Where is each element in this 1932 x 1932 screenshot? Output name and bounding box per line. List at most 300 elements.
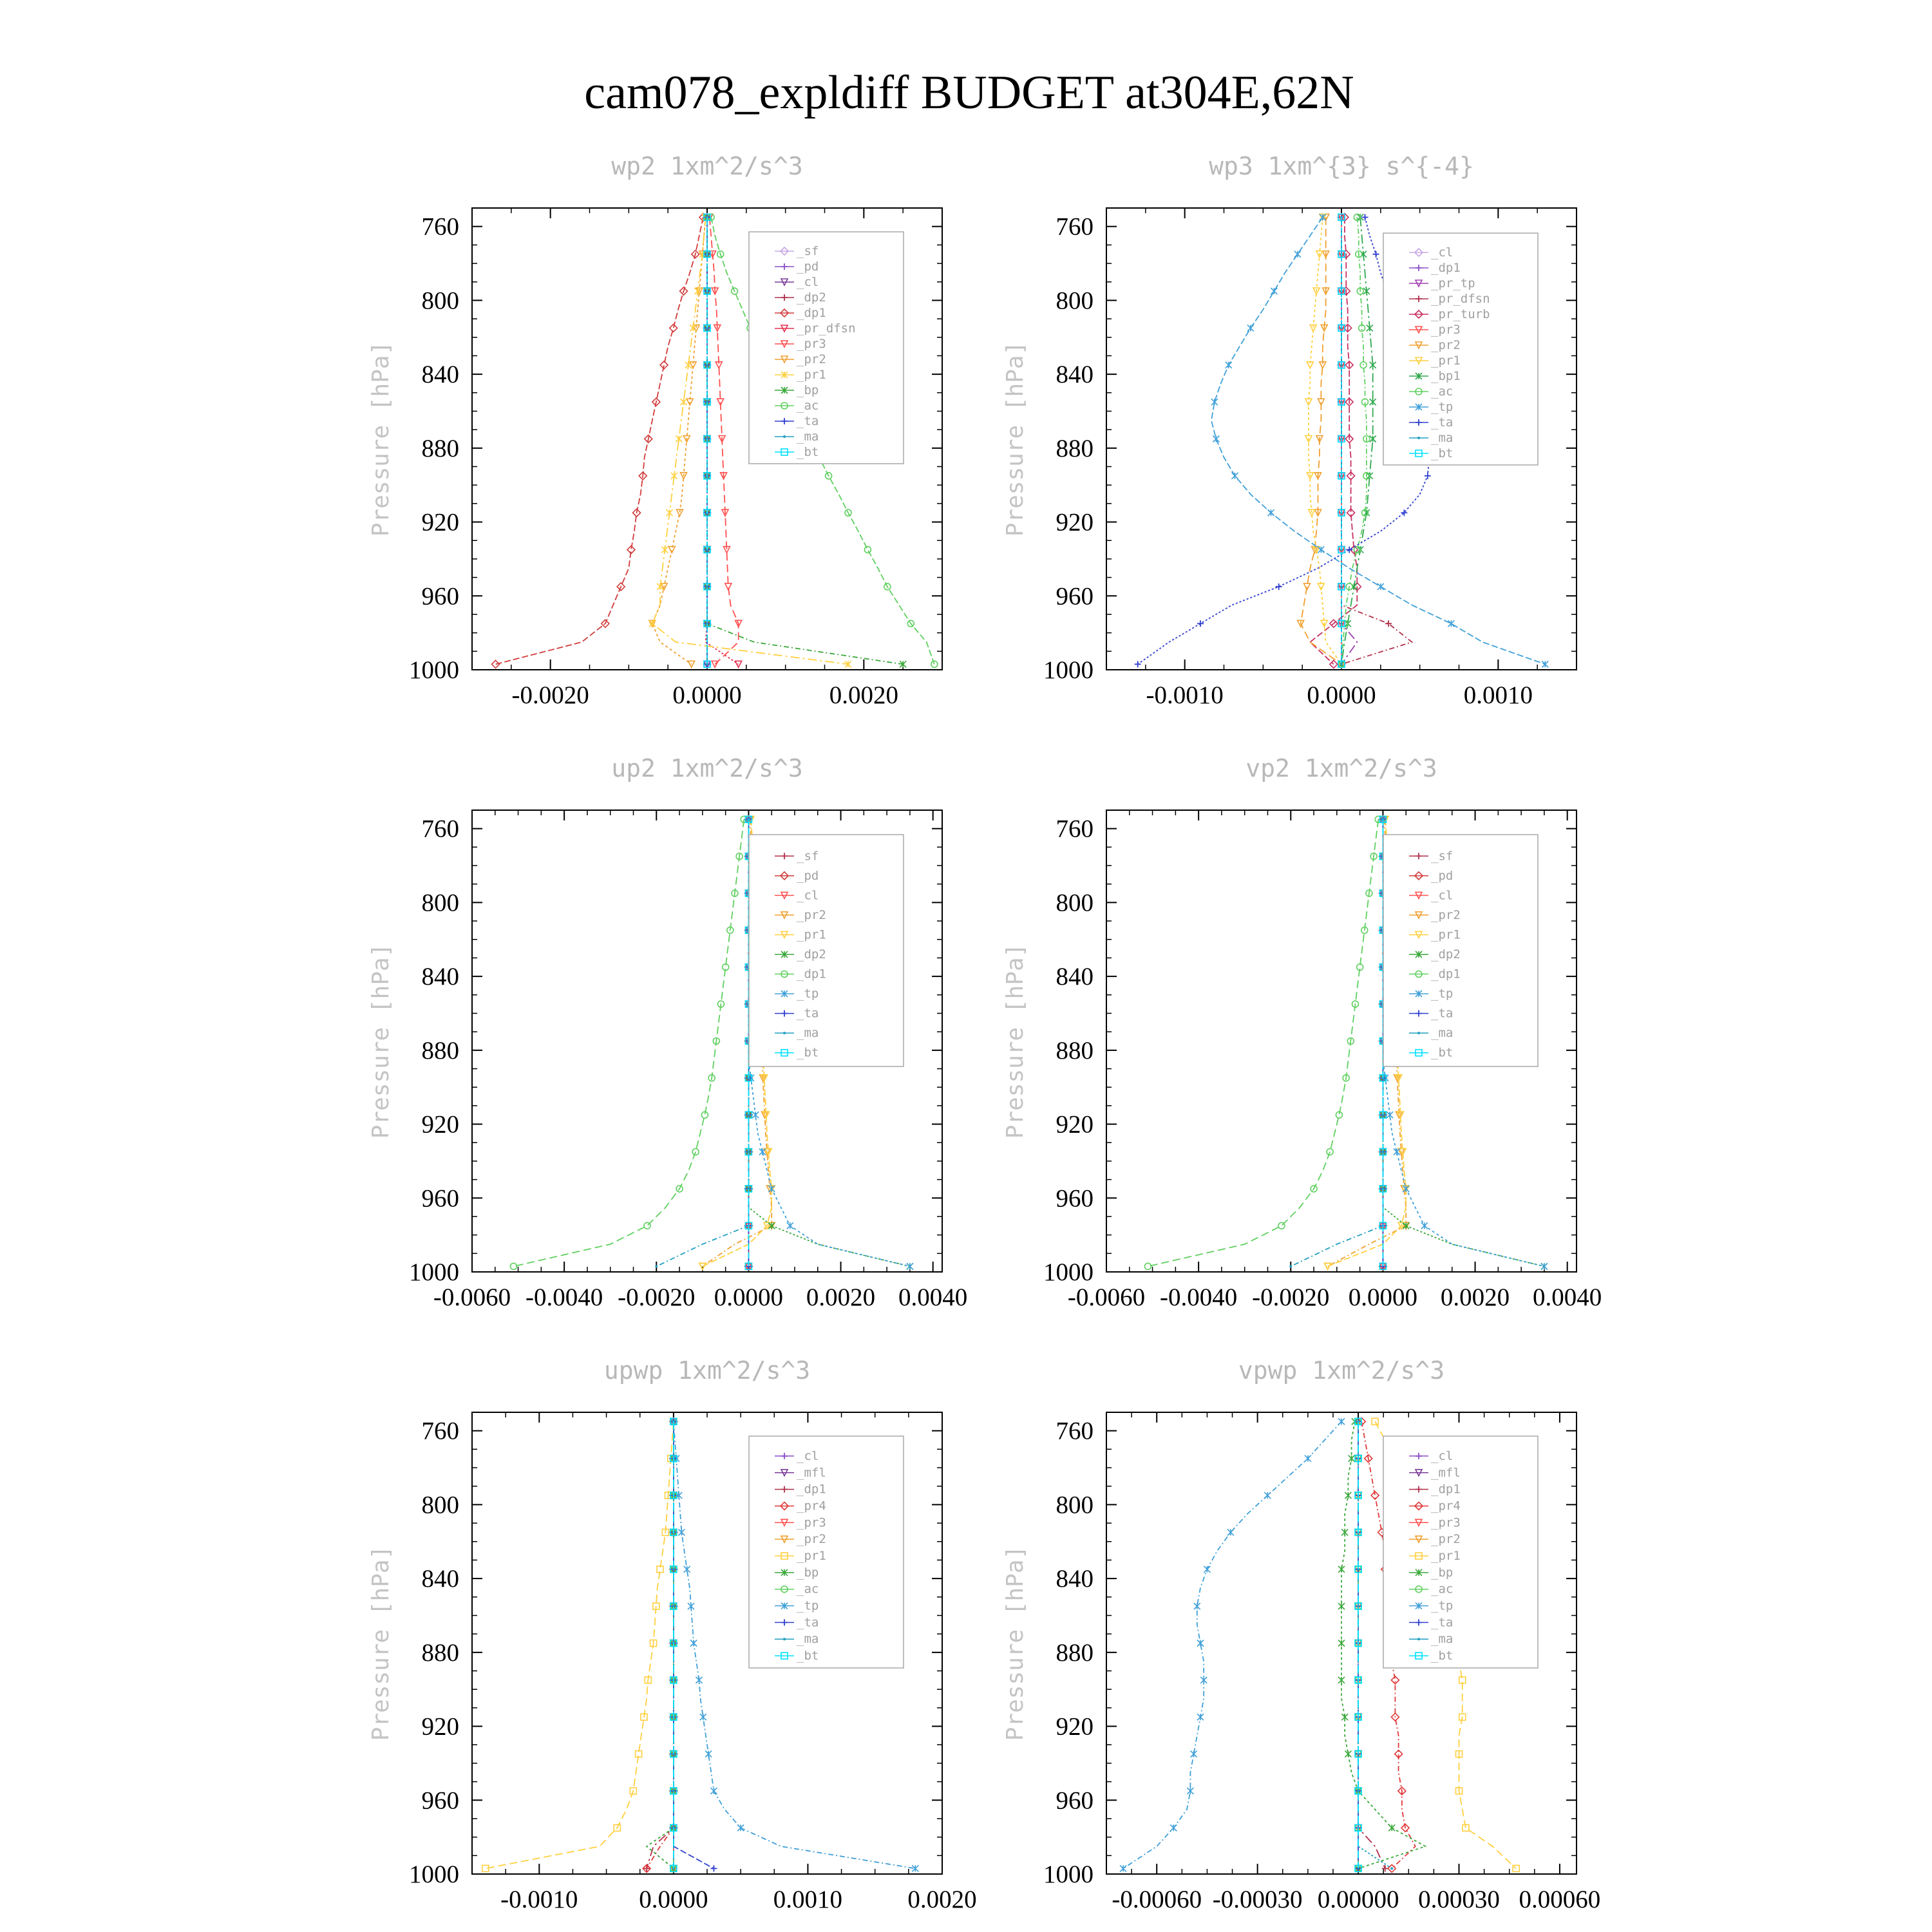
legend-marker: [1417, 1638, 1420, 1640]
y-tick-label: 880: [421, 1638, 459, 1667]
legend-label: _bt: [1431, 1649, 1454, 1663]
y-tick-label: 960: [421, 582, 459, 611]
series-line-ma: [1291, 819, 1383, 1266]
data-point: [907, 1263, 913, 1269]
legend-label: _dp1: [1431, 261, 1461, 275]
x-tick-label: 0.00030: [1418, 1886, 1500, 1913]
legend-label: _cl: [1431, 888, 1454, 903]
legend-label: _ma: [1431, 1632, 1454, 1647]
data-point: [1170, 1824, 1177, 1831]
panel-5: [368, 1356, 977, 1913]
panel-title: vpwp 1xm^2/s^3: [1238, 1356, 1445, 1385]
data-point: [1357, 1568, 1359, 1571]
x-tick-label: 0.0040: [1533, 1283, 1602, 1311]
legend-label: _cl: [797, 275, 819, 289]
data-point: [671, 473, 677, 479]
legend-label: _ac: [1431, 384, 1454, 399]
legend-box: [1383, 1436, 1538, 1668]
y-tick-label: 760: [421, 213, 459, 241]
data-point: [768, 1222, 775, 1229]
legend-label: _ma: [797, 1632, 819, 1647]
x-tick-label: 0.0000: [639, 1886, 708, 1913]
data-point: [1340, 663, 1343, 665]
legend-label: _cl: [1431, 245, 1454, 260]
legend-label: _pr2: [1431, 1532, 1461, 1547]
panel-3: [368, 754, 967, 1311]
data-point: [1378, 583, 1384, 590]
y-tick-label: 800: [1056, 287, 1094, 315]
series-line-ma: [656, 819, 748, 1266]
legend-label: _ma: [1431, 431, 1454, 445]
legend-label: _cl: [1431, 1448, 1454, 1463]
data-point: [706, 364, 708, 366]
data-point: [710, 1788, 717, 1794]
data-point: [1200, 1677, 1207, 1683]
legend-label: _pr4: [797, 1499, 826, 1513]
y-tick-label: 920: [1056, 508, 1094, 536]
data-point: [1341, 1714, 1348, 1720]
panel-title: upwp 1xm^2/s^3: [603, 1356, 811, 1385]
y-tick-label: 760: [421, 1417, 459, 1445]
data-point: [706, 663, 708, 665]
data-point: [712, 661, 718, 667]
data-point: [1303, 583, 1310, 590]
y-tick-label: 880: [1056, 1638, 1094, 1667]
legend-label: _bt: [1431, 446, 1454, 460]
y-axis-label: Pressure [hPa]: [368, 1545, 394, 1741]
legend-label: _pr_turb: [1431, 307, 1490, 321]
legend-label: _dp1: [1431, 967, 1461, 981]
legend-label: _ta: [1431, 1006, 1454, 1021]
data-point: [1338, 1640, 1345, 1647]
data-point: [672, 1790, 675, 1792]
data-point: [1345, 1492, 1351, 1499]
panel-title: wp2 1xm^2/s^3: [611, 152, 803, 180]
x-tick-label: -0.0020: [1252, 1283, 1330, 1311]
panel-2: [1002, 152, 1577, 709]
data-point: [706, 585, 708, 588]
x-tick-label: -0.0040: [1160, 1283, 1238, 1311]
data-point: [700, 1714, 706, 1720]
legend-label: _bp: [797, 383, 819, 397]
data-point: [1211, 399, 1218, 405]
legend-label: _pd: [797, 868, 819, 883]
data-point: [1318, 399, 1324, 405]
data-point: [759, 1149, 766, 1155]
data-point: [667, 509, 673, 516]
legend-label: _mfl: [1431, 1465, 1461, 1480]
legend-label: _mfl: [797, 1465, 826, 1480]
x-tick-label: 0.0020: [1440, 1283, 1510, 1311]
legend-label: _ac: [797, 1582, 819, 1596]
panel-6: [1002, 1356, 1600, 1913]
legend-label: _cl: [797, 888, 819, 903]
y-tick-label: 1000: [409, 656, 459, 684]
legend-label: _bt: [797, 1045, 819, 1060]
x-tick-label: -0.00030: [1212, 1886, 1303, 1913]
legend-marker: [783, 1032, 786, 1034]
data-point: [1340, 585, 1343, 588]
data-point: [676, 436, 682, 442]
y-axis-label: Pressure [hPa]: [368, 943, 394, 1139]
data-point: [678, 1529, 685, 1535]
x-tick-label: -0.0060: [433, 1283, 511, 1311]
data-point: [681, 399, 687, 405]
legend-box: [1383, 233, 1538, 465]
legend-label: _pr3: [797, 1515, 826, 1530]
legend-label: _ma: [797, 430, 819, 444]
legend-label: _dp2: [1431, 947, 1461, 961]
data-point: [1289, 1265, 1292, 1267]
y-tick-label: 960: [421, 1184, 459, 1213]
legend-label: _cl: [797, 1448, 819, 1463]
y-tick-label: 800: [1056, 1491, 1094, 1519]
data-point: [1349, 1455, 1355, 1462]
legend-label: _pd: [797, 260, 819, 274]
series-line-dp1: [513, 819, 744, 1266]
legend-label: _bt: [797, 1649, 819, 1663]
y-tick-label: 1000: [409, 1258, 459, 1286]
data-point: [688, 1603, 694, 1609]
legend: [749, 835, 904, 1066]
y-tick-label: 800: [421, 287, 459, 315]
data-point: [510, 1263, 516, 1269]
legend-label: _ta: [797, 414, 819, 428]
legend-label: _ac: [1431, 1582, 1454, 1596]
legend: [1383, 1436, 1538, 1668]
data-point: [1191, 1751, 1197, 1757]
legend-marker: [783, 1638, 786, 1640]
y-axis-label: Pressure [hPa]: [368, 341, 394, 537]
data-point: [1541, 1263, 1548, 1269]
data-point: [1194, 1603, 1200, 1609]
legend-box: [749, 835, 904, 1066]
legend-label: _pr3: [1431, 1515, 1461, 1530]
data-point: [1278, 1222, 1285, 1229]
data-point: [1305, 1455, 1311, 1462]
data-point: [661, 547, 668, 553]
y-tick-label: 880: [1056, 1036, 1094, 1065]
y-tick-label: 920: [421, 1712, 459, 1741]
data-point: [710, 1865, 717, 1871]
series-line-dp1: [496, 217, 703, 664]
legend-label: _pr_dfsn: [797, 321, 856, 336]
legend: [1383, 835, 1538, 1066]
series-line-dp1: [1358, 1421, 1385, 1868]
legend-label: _pr1: [1431, 927, 1461, 942]
data-point: [864, 547, 871, 553]
data-point: [1197, 1640, 1204, 1647]
x-tick-label: -0.0010: [1146, 681, 1224, 709]
y-tick-label: 960: [1056, 1786, 1094, 1815]
data-point: [717, 399, 724, 405]
legend-label: _pr2: [1431, 338, 1461, 352]
data-point: [1294, 251, 1301, 258]
legend-label: _pr_tp: [1431, 276, 1475, 290]
legend-label: _tp: [1431, 987, 1454, 1001]
x-tick-label: 0.0000: [672, 681, 742, 709]
legend-label: _pr3: [797, 337, 826, 351]
legend-label: _sf: [797, 244, 819, 258]
y-tick-label: 920: [421, 1110, 459, 1139]
data-point: [1341, 1529, 1348, 1535]
y-tick-label: 800: [421, 1491, 459, 1519]
legend-marker: [1417, 1032, 1420, 1034]
data-point: [649, 620, 656, 627]
data-point: [725, 583, 732, 590]
legend-label: _pr2: [1431, 907, 1461, 922]
panel-title: wp3 1xm^{3} s^{-4}: [1209, 152, 1474, 180]
data-point: [747, 1151, 750, 1153]
data-point: [655, 1265, 658, 1267]
legend-label: _dp1: [797, 967, 826, 981]
legend-label: _pr1: [797, 368, 826, 382]
y-axis-label: Pressure [hPa]: [1002, 341, 1028, 537]
data-point: [1276, 583, 1282, 590]
data-point: [1448, 620, 1454, 627]
legend-label: _ta: [1431, 415, 1454, 430]
data-point: [1373, 251, 1379, 258]
data-point: [1232, 473, 1238, 479]
y-tick-label: 880: [421, 1036, 459, 1065]
panel-title: vp2 1xm^2/s^3: [1245, 754, 1437, 782]
series-line-pr1: [486, 1421, 674, 1868]
y-tick-label: 760: [1056, 213, 1094, 241]
legend-label: _tp: [1431, 1598, 1454, 1613]
data-point: [1226, 362, 1232, 368]
y-tick-label: 960: [421, 1786, 459, 1815]
x-tick-label: 0.0010: [1463, 681, 1533, 709]
legend-label: _pr1: [1431, 354, 1461, 368]
data-point: [1264, 1492, 1271, 1499]
data-point: [1357, 1790, 1359, 1792]
series-line-pr3: [710, 217, 739, 664]
y-axis-label: Pressure [hPa]: [1002, 1545, 1028, 1741]
data-point: [1135, 661, 1141, 667]
data-point: [1390, 1867, 1393, 1870]
y-axis-label: Pressure [hPa]: [1002, 943, 1028, 1139]
legend-label: _bp: [797, 1565, 819, 1580]
y-tick-label: 920: [421, 508, 459, 536]
y-tick-label: 840: [1056, 963, 1094, 991]
data-point: [1363, 288, 1370, 294]
data-point: [687, 399, 693, 405]
legend-label: _pr_dfsn: [1431, 292, 1490, 306]
y-tick-label: 1000: [409, 1861, 459, 1888]
y-tick-label: 800: [1056, 889, 1094, 917]
data-point: [1367, 325, 1373, 331]
x-tick-label: 0.0000: [1307, 681, 1376, 709]
legend-label: _ta: [797, 1615, 819, 1630]
legend-label: _dp1: [797, 1482, 826, 1497]
y-tick-label: 960: [1056, 1184, 1094, 1213]
data-point: [644, 1222, 650, 1229]
legend-label: _pr4: [1431, 1499, 1461, 1513]
data-point: [752, 1112, 759, 1118]
data-point: [1247, 325, 1254, 331]
data-point: [1268, 509, 1274, 516]
data-point: [1394, 1149, 1400, 1155]
data-point: [672, 1568, 675, 1571]
data-point: [1305, 399, 1312, 405]
data-point: [1370, 362, 1376, 368]
legend-label: _dp2: [797, 290, 826, 305]
y-tick-label: 840: [421, 361, 459, 389]
data-point: [690, 325, 696, 331]
legend-label: _tp: [797, 1598, 819, 1613]
legend: [749, 232, 904, 464]
data-point: [684, 1566, 690, 1573]
legend-label: _sf: [797, 849, 819, 864]
panel-title: up2 1xm^2/s^3: [611, 754, 803, 782]
legend-label: _ta: [1431, 1615, 1454, 1630]
data-point: [1381, 1151, 1384, 1153]
x-tick-label: 0.0000: [1348, 1283, 1418, 1311]
legend-label: _bt: [797, 445, 819, 459]
data-point: [694, 288, 701, 294]
legend-label: _pr1: [1431, 1549, 1461, 1563]
legend-label: _tp: [797, 987, 819, 1001]
series-line-pr1: [1309, 217, 1341, 664]
y-tick-label: 760: [421, 815, 459, 843]
legend-label: _dp2: [797, 947, 826, 961]
data-point: [1213, 436, 1219, 442]
data-point: [1197, 620, 1204, 627]
data-point: [1338, 1603, 1345, 1609]
x-tick-label: -0.0060: [1067, 1283, 1146, 1311]
data-point: [670, 324, 677, 332]
y-tick-label: 840: [421, 963, 459, 991]
legend-label: _tp: [1431, 400, 1454, 414]
legend-marker: [1417, 437, 1420, 439]
x-tick-label: 0.0020: [806, 1283, 876, 1311]
data-point: [696, 1677, 702, 1683]
data-point: [1345, 1751, 1351, 1757]
data-point: [1120, 1865, 1126, 1871]
y-tick-label: 840: [1056, 1565, 1094, 1593]
data-point: [1346, 547, 1352, 553]
figure-title: cam078_expldiff BUDGET at304E,62N: [584, 66, 1354, 119]
data-point: [1320, 214, 1326, 220]
legend-label: _pr3: [1431, 323, 1461, 337]
x-tick-label: 0.0020: [907, 1886, 977, 1913]
legend-box: [749, 232, 904, 464]
y-tick-label: 760: [1056, 815, 1094, 843]
y-tick-label: 1000: [1043, 1861, 1094, 1888]
data-point: [1401, 509, 1407, 516]
data-point: [1370, 399, 1376, 405]
series-line-ac: [1341, 217, 1367, 664]
y-tick-label: 960: [1056, 582, 1094, 611]
data-point: [1403, 1222, 1409, 1229]
legend-label: _pr2: [797, 352, 826, 366]
data-point: [1370, 436, 1376, 442]
data-point: [931, 661, 938, 667]
y-tick-label: 1000: [1043, 656, 1094, 684]
data-point: [1197, 1714, 1204, 1720]
x-tick-label: -0.00060: [1112, 1886, 1202, 1913]
x-tick-label: -0.0040: [526, 1283, 603, 1311]
legend-label: _ac: [797, 399, 819, 413]
series-line-pr2: [1301, 217, 1341, 664]
legend-label: _pr1: [797, 927, 826, 942]
data-point: [1387, 1112, 1393, 1118]
legend-label: _bp1: [1431, 369, 1461, 383]
data-point: [1204, 1566, 1210, 1573]
data-point: [1227, 1529, 1234, 1535]
data-point: [1338, 1677, 1345, 1683]
data-point: [690, 1640, 697, 1647]
data-point: [737, 1824, 744, 1831]
legend-label: _bt: [1431, 1045, 1454, 1060]
legend-label: _ma: [797, 1026, 819, 1041]
data-point: [1421, 1222, 1428, 1229]
data-point: [768, 1186, 775, 1192]
legend-label: _ta: [797, 1006, 819, 1021]
x-tick-label: -0.0010: [500, 1886, 578, 1913]
y-tick-label: 840: [421, 1565, 459, 1593]
x-tick-label: 0.0020: [829, 681, 898, 709]
data-point: [1425, 473, 1431, 479]
series-line-dp1: [1148, 819, 1378, 1266]
data-point: [1338, 1566, 1345, 1573]
y-tick-label: 880: [1056, 434, 1094, 462]
x-tick-label: 0.00060: [1519, 1886, 1601, 1913]
x-tick-label: 0.00000: [1317, 1886, 1399, 1913]
legend-box: [1383, 835, 1538, 1066]
y-tick-label: 880: [421, 434, 459, 462]
y-tick-label: 1000: [1043, 1258, 1094, 1286]
legend-marker: [783, 435, 786, 438]
data-point: [1144, 1263, 1151, 1269]
x-tick-label: 0.0000: [714, 1283, 784, 1311]
x-tick-label: -0.0020: [511, 681, 589, 709]
panels: [368, 152, 1602, 1913]
data-point: [787, 1222, 793, 1229]
legend-label: _sf: [1431, 849, 1454, 864]
data-point: [1338, 1418, 1345, 1425]
legend-label: _ma: [1431, 1026, 1454, 1041]
y-tick-label: 840: [1056, 361, 1094, 389]
x-tick-label: -0.0020: [618, 1283, 696, 1311]
x-tick-label: 0.0040: [898, 1283, 968, 1311]
data-point: [685, 362, 692, 368]
data-point: [1388, 1824, 1395, 1831]
legend-label: _pr2: [797, 1532, 826, 1547]
legend-label: _pr1: [797, 1549, 826, 1563]
data-point: [1354, 547, 1360, 553]
data-point: [1340, 364, 1343, 366]
panel-1: [368, 152, 942, 709]
legend-label: _pr2: [797, 907, 826, 922]
y-tick-label: 800: [421, 889, 459, 917]
data-point: [1403, 1186, 1409, 1192]
data-point: [1330, 660, 1338, 668]
legend-label: _bp: [1431, 1565, 1454, 1580]
legend: [749, 1436, 904, 1668]
legend-label: _pd: [1431, 868, 1454, 883]
y-tick-label: 920: [1056, 1712, 1094, 1741]
data-point: [705, 1751, 712, 1757]
legend-label: _dp1: [797, 306, 826, 320]
y-tick-label: 760: [1056, 1417, 1094, 1445]
panel-4: [1002, 754, 1602, 1311]
data-point: [492, 660, 500, 668]
legend: [1383, 233, 1538, 465]
y-tick-label: 920: [1056, 1110, 1094, 1139]
data-point: [1187, 1788, 1193, 1794]
legend-box: [749, 1436, 904, 1668]
